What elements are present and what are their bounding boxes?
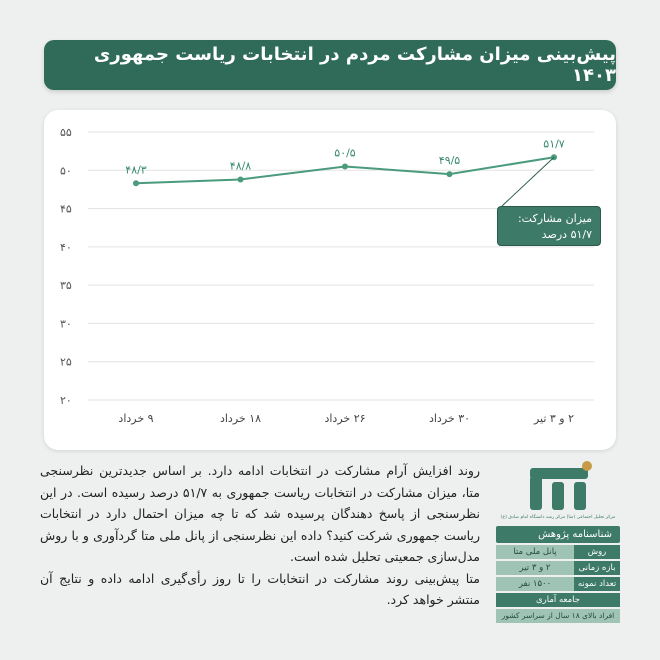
tooltip-line-2: ۵۱/۷ درصد [541,228,592,241]
y-tick-label: ۵۵ [60,126,72,139]
data-label: ۵۱/۷ [543,137,565,151]
x-tick-label: ۲۶ خرداد [324,412,366,425]
description-paragraph-2: متا پیش‌بینی روند مشارکت در انتخابات را تا روز رأی‌گیری ادامه داده و نتایج آن منتشر خواهد کرد. [40,570,480,607]
research-info-panel [496,462,620,623]
y-tick-label: ۴۵ [60,202,72,216]
population-value: افراد بالای ۱۸ سال از سراسر کشور [496,609,620,623]
info-title: شناسنامه پژوهش [496,526,620,543]
x-tick-label: ۲ و ۳ تیر [533,412,575,425]
chart-grid [88,132,594,400]
line-chart [44,110,616,450]
data-label: ۵۰/۵ [334,146,356,160]
info-key: تعداد نمونه [574,577,620,591]
info-value: پانل ملی متا [496,545,574,559]
info-key: بازه زمانی [574,561,620,575]
y-tick-label: ۲۰ [60,394,72,407]
y-tick-label: ۳۰ [60,317,72,331]
info-row-sample [496,577,620,591]
info-value: ۱۵۰۰ نفر [496,577,574,591]
x-axis-labels [118,412,574,425]
x-tick-label: ۹ خرداد [118,412,154,425]
title-banner [44,40,616,90]
y-tick-label: ۴۰ [60,240,72,254]
data-point [342,163,348,169]
chart-card [44,110,616,450]
y-tick-label: ۳۵ [60,279,72,293]
x-tick-label: ۱۸ خرداد [219,412,262,425]
y-axis-ticks [60,126,72,407]
data-point [447,171,453,177]
info-row-period [496,561,620,575]
info-value: ۲ و ۳ تیر [496,561,574,575]
info-row-method [496,545,620,559]
data-label: ۴۹/۵ [438,154,461,168]
y-tick-label: ۵۰ [60,164,72,178]
data-label: ۴۸/۸ [229,159,252,173]
logo-caption: مرکز تحلیل اجتماعی (متا) مرکز رشد دانشگاه امام صادق (ع) [500,515,616,520]
series-line-layer [133,154,557,206]
data-label: ۴۸/۳ [125,163,147,177]
chart-tooltip [497,206,601,246]
population-label: جامعه آماری [496,593,620,607]
description-text [40,460,480,611]
meta-logo [522,462,594,512]
page-title: پیش‌بینی میزان مشارکت مردم در انتخابات ریاست جمهوری ۱۴۰۳ [93,44,616,86]
description-paragraph-1: روند افزایش آرام مشارکت در انتخابات ادامه دارد. بر اساس جدیدترین نظرسنجی متا، میزان مشارکت در انتخابات ریاست جمهوری به ۵۱/۷ درصد رسیده است. در این نظرسنجی از پاسخ دهندگان پرسیده شد که تا چه میزان احتمال دارد در انتخابات ریاست جمهوری شرکت کنید؟ داده این نظرسنجی از پانل ملی متا گردآوری و با روش مدل‌سازی جمعیتی تحلیل شده است. [40,463,480,564]
data-point [238,176,244,182]
data-point [133,180,139,186]
x-tick-label: ۳۰ خرداد [428,412,471,425]
info-key: روش [574,545,620,559]
y-tick-label: ۲۵ [60,355,72,369]
tooltip-line-1: میزان مشارکت: [517,212,592,225]
